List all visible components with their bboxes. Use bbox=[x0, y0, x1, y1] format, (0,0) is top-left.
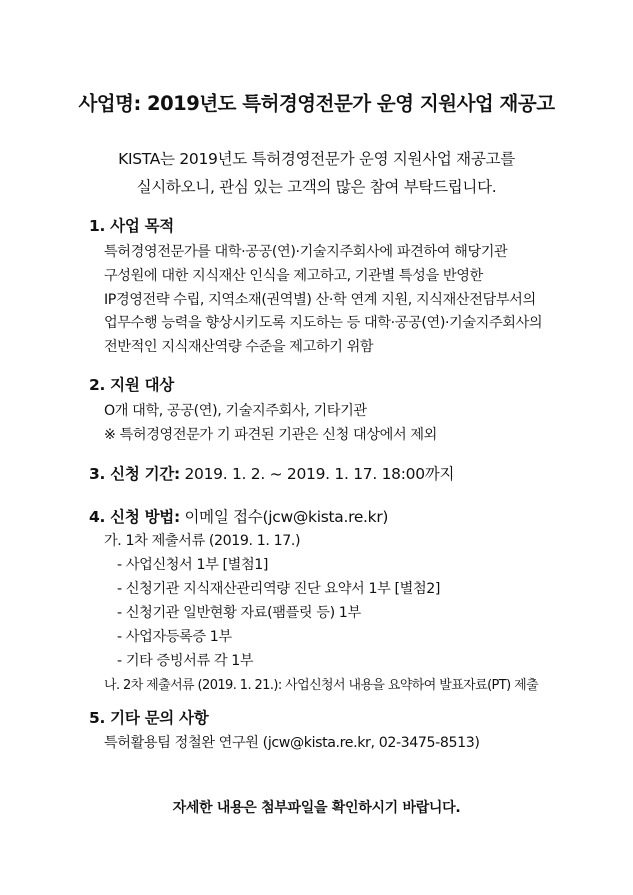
purpose-line: 업무수행 능력을 향상시키도록 지도하는 등 대학·공공(연)·기술지주회사의 bbox=[104, 315, 543, 331]
purpose-line: IP경영전략 수립, 지역소재(권역별) 산·학 연계 지원, 지식재산전담부서의 bbox=[104, 292, 536, 308]
purpose-line: 특허경영전문가를 대학·공공(연)·기술지주회사에 파견하여 해당기관 bbox=[104, 244, 508, 260]
target-note: ※ 특허경영전문가 기 파견된 기관은 신청 대상에서 제외 bbox=[104, 427, 437, 443]
document-item: - 신청기관 지식재산관리역량 진단 요약서 1부 [별첨2] bbox=[117, 581, 441, 597]
contact-heading: 5. 기타 문의 사항 bbox=[89, 709, 209, 727]
period-heading: 3. 신청 기간: bbox=[89, 465, 180, 483]
notice-title: 사업명: 2019년도 특허경영전문가 운영 지원사업 재공고 bbox=[78, 92, 555, 115]
method-value: 이메일 접수(jcw@kista.re.kr) bbox=[179, 508, 389, 526]
intro-line-2: 실시하오니, 관심 있는 고객의 많은 참여 부탁드립니다. bbox=[136, 178, 497, 196]
purpose-line: 전반적인 지식재산역량 수준을 제고하기 위함 bbox=[104, 339, 374, 355]
document-item: - 신청기관 일반현황 자료(팸플릿 등) 1부 bbox=[117, 605, 361, 621]
document-item: - 사업자등록증 1부 bbox=[117, 629, 232, 645]
period-value: 2019. 1. 2. ~ 2019. 1. 17. 18:00까지 bbox=[179, 465, 455, 483]
second-round-label: 나. 2차 제출서류 (2019. 1. 21.): 사업신청서 내용을 요약하여 발표자료(PT) 제출 bbox=[104, 678, 539, 693]
target-line: O개 대학, 공공(연), 기술지주회사, 기타기관 bbox=[104, 403, 367, 419]
contact-line: 특허활용팀 정철완 연구원 (jcw@kista.re.kr, 02-3475-8513) bbox=[104, 735, 480, 751]
purpose-line: 구성원에 대한 지식재산 인식을 제고하고, 기관별 특성을 반영한 bbox=[104, 268, 483, 284]
intro-line-1: KISTA는 2019년도 특허경영전문가 운영 지원사업 재공고를 bbox=[118, 150, 515, 168]
method-heading: 4. 신청 방법: bbox=[89, 508, 180, 526]
method-row bbox=[89, 505, 388, 527]
document-item: - 기타 증빙서류 각 1부 bbox=[117, 653, 254, 669]
footer-note: 자세한 내용은 첨부파일을 확인하시기 바랍니다. bbox=[172, 800, 461, 816]
first-round-label: 가. 1차 제출서류 (2019. 1. 17.) bbox=[104, 533, 301, 549]
purpose-heading: 1. 사업 목적 bbox=[89, 217, 174, 235]
target-heading: 2. 지원 대상 bbox=[89, 376, 174, 394]
period-row bbox=[89, 462, 454, 484]
document-item: - 사업신청서 1부 [별첨1] bbox=[117, 557, 269, 573]
